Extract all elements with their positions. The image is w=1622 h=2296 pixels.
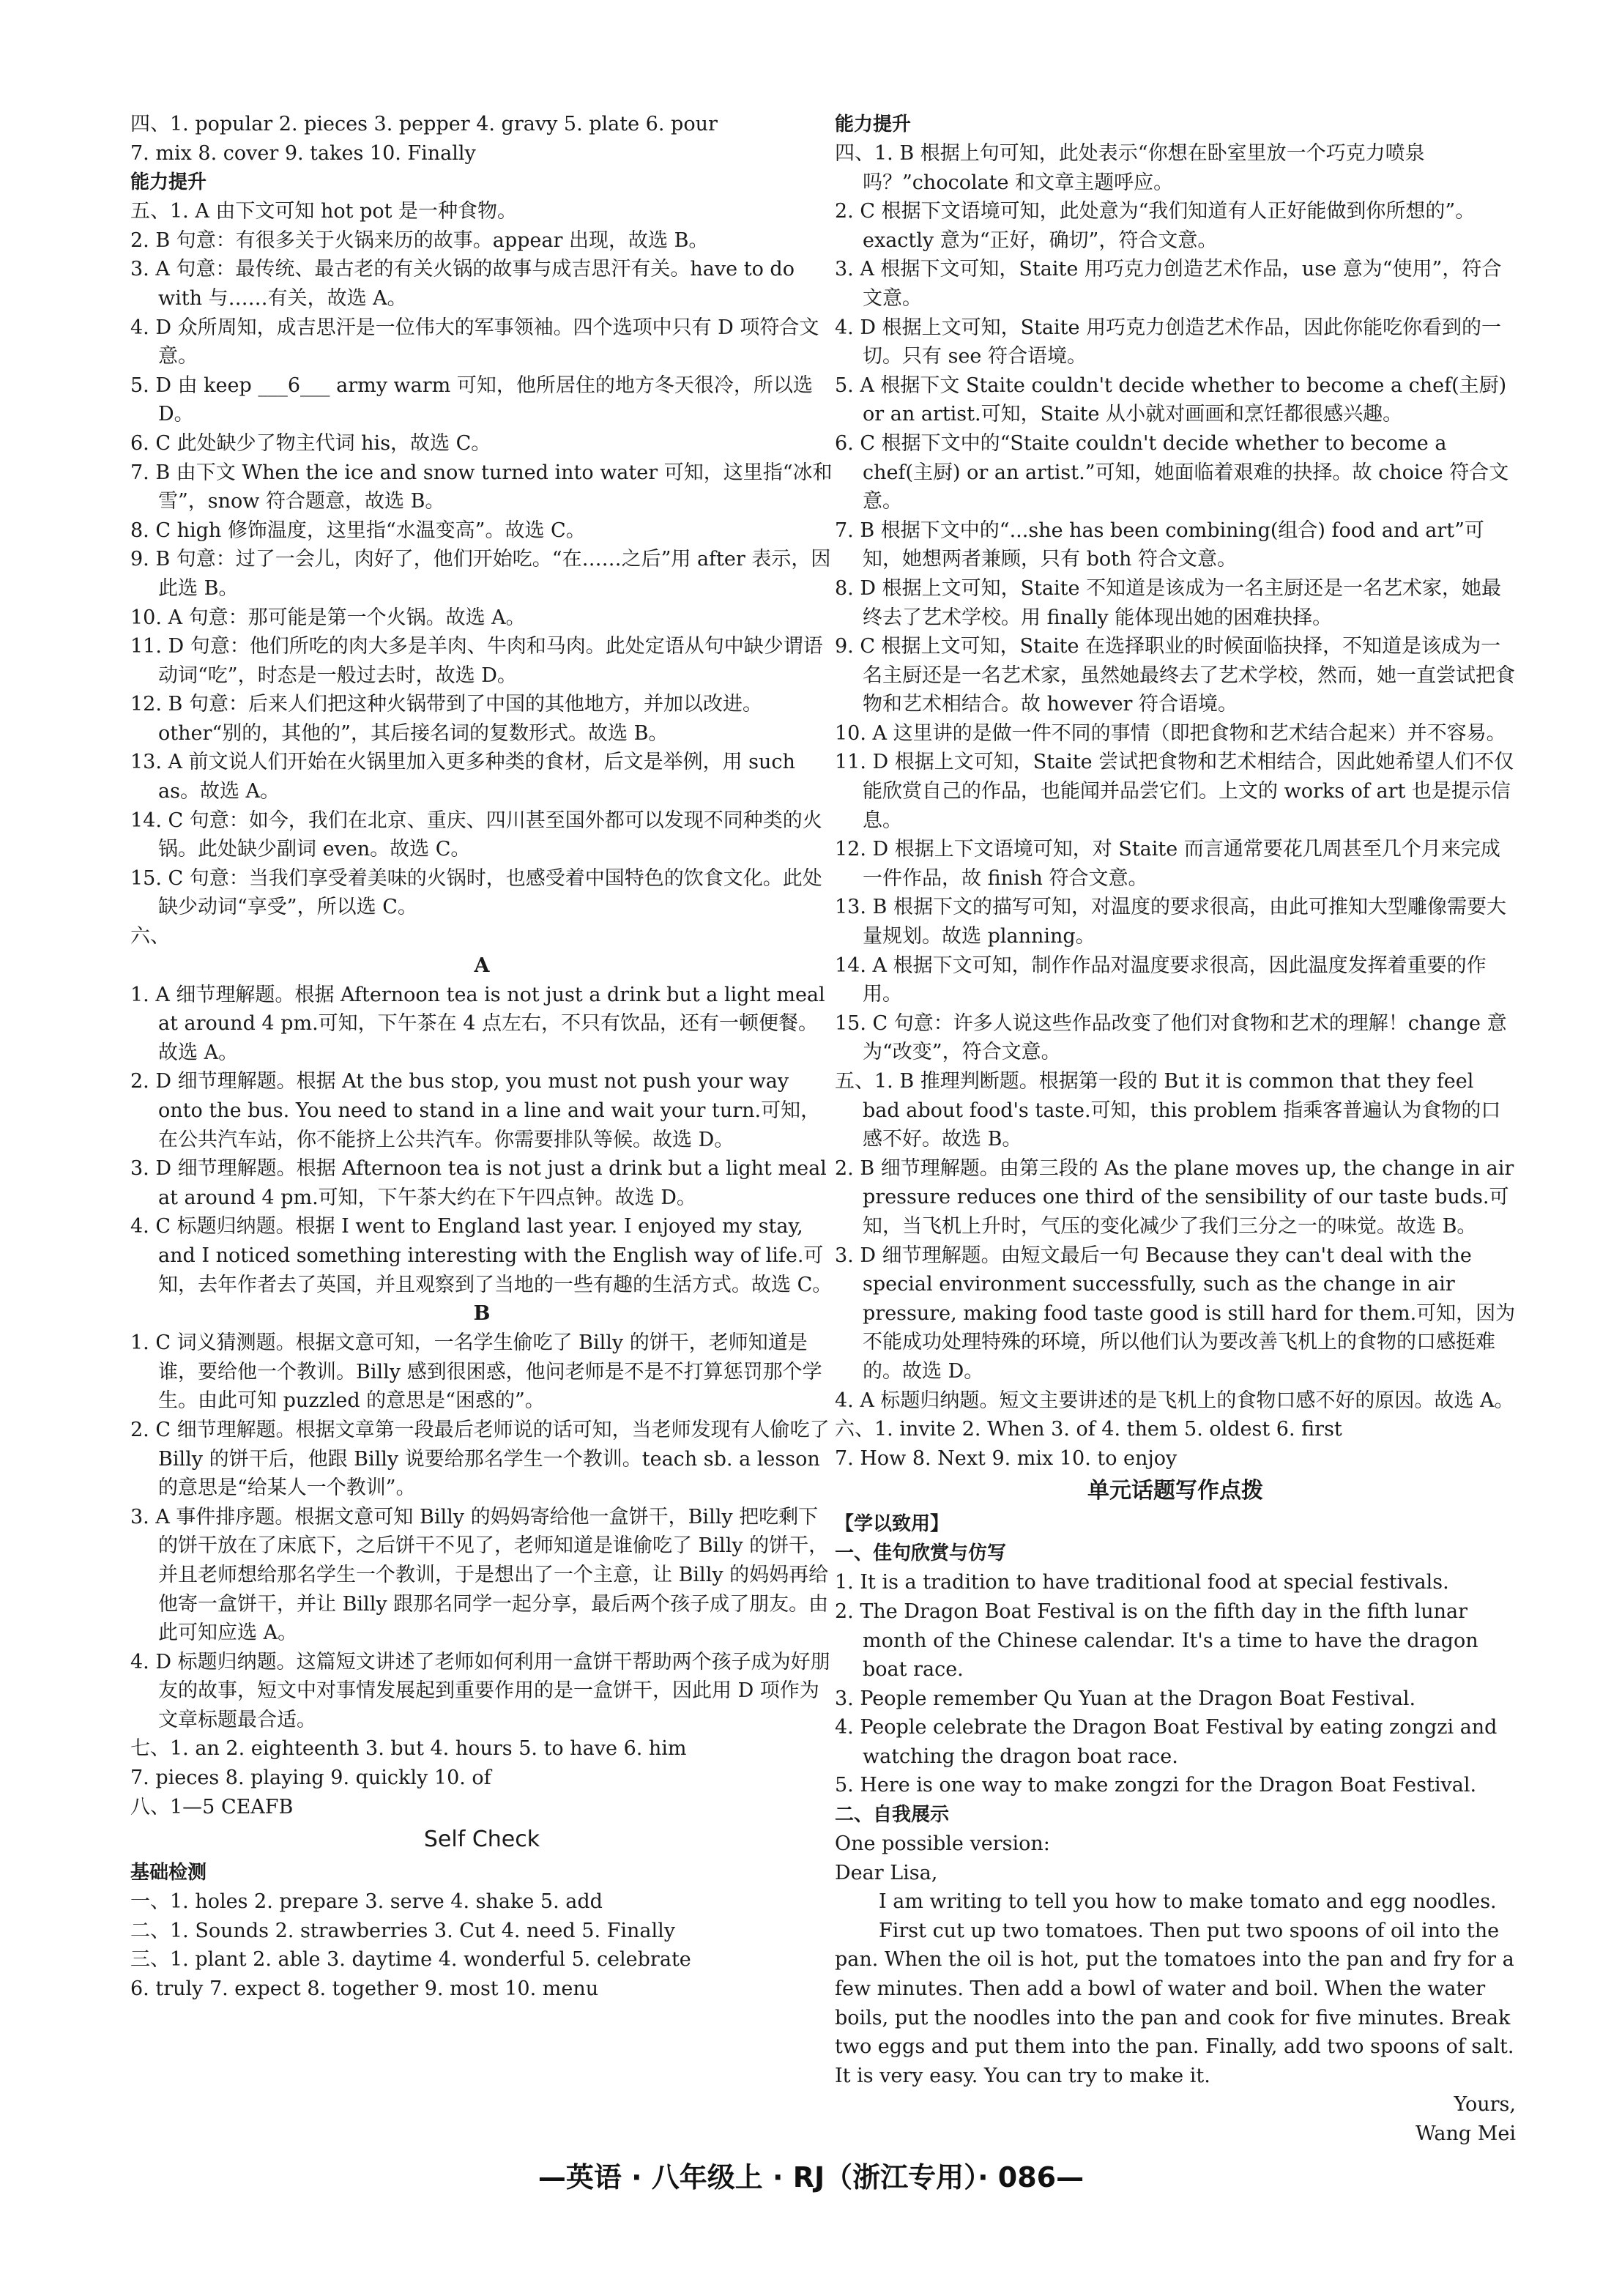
answer-line: 6. truly 7. expect 8. together 9. most 10. menu — [130, 1977, 599, 2001]
section-heading: 能力提升 — [130, 171, 207, 194]
answer-line: 八、1—5 CEAFB — [130, 1795, 294, 1818]
answer-item: 2. C 根据下文语境可知，此处意为“我们知道有人正好能做到你所想的”。exactly 意为“正好，确切”，符合文意。 — [835, 200, 1476, 252]
answer-item: 3. D 细节理解题。根据 Afternoon tea is not just a drink but a light meal at around 4 pm.可知，下午茶大约在下午四点钟。故选 D。 — [130, 1157, 827, 1209]
section-title: 单元话题写作点拨 — [1087, 1478, 1263, 1504]
answer-line: 二、1. Sounds 2. strawberries 3. Cut 4. need 5. Finally — [130, 1919, 675, 1942]
answer-line: 六、 — [130, 925, 170, 948]
answer-line: Dear Lisa, — [835, 1861, 938, 1884]
letter-signoff: Wang Mei — [1415, 2122, 1516, 2145]
answer-item: 14. A 根据下文可知，制作作品对温度要求很高，因此温度发挥着重要的作用。 — [835, 954, 1487, 1006]
answer-item: 11. D 句意：他们所吃的肉大多是羊肉、牛肉和马肉。此处定语从句中缺少谓语动词“吃”，时态是一般过去时，故选 D。 — [130, 635, 823, 687]
answer-item: 5. D 由 keep ___6___ army warm 可知，他所居住的地方冬天很冷，所以选 D。 — [130, 374, 813, 426]
passage-label: A — [474, 954, 490, 977]
answer-item: 6. C 根据下文中的“Staite couldn't decide whether to become a chef(主厨) or an artist.”可知，她面临着艰难的抉择。故 choice 符合文意。 — [835, 431, 1509, 513]
answer-line: 7. How 8. Next 9. mix 10. to enjoy — [835, 1446, 1178, 1470]
answer-item: 2. The Dragon Boat Festival is on the fifth day in the fifth lunar month of the Chinese calendar. It's a time to have the dragon boat race. — [835, 1600, 1478, 1682]
answer-item: 11. D 根据上文可知，Staite 尝试把食物和艺术相结合，因此她希望人们不仅能欣赏自己的作品，也能闻并品尝它们。上文的 works of art 也是提示信息。 — [835, 751, 1514, 832]
answer-line: 7. mix 8. cover 9. takes 10. Finally — [130, 141, 476, 165]
answer-item: 14. C 句意：如今，我们在北京、重庆、四川甚至国外都可以发现不同种类的火锅。此处缺少副词 even。故选 C。 — [130, 809, 822, 861]
answer-line: 7. pieces 8. playing 9. quickly 10. of — [130, 1766, 491, 1790]
answer-item: 五、1. B 推理判断题。根据第一段的 But it is common that they feel bad about food's taste.可知，this problem 指乘客普遍认为食物的口感不好。故选 B。 — [835, 1070, 1501, 1151]
answer-item: 10. A 句意：那可能是第一个火锅。故选 A。 — [130, 606, 526, 629]
answer-item: 2. D 细节理解题。根据 At the bus stop, you must not push your way onto the bus. You need to stand in a line and wait your turn.可知，在公共汽车站，你不能挤上公共汽车。你需要排队等候。故选 D。 — [130, 1070, 821, 1151]
answer-item: 1. It is a tradition to have traditional food at special festivals. — [835, 1571, 1449, 1594]
answer-item: 3. A 根据下文可知，Staite 用巧克力创造艺术作品，use 意为“使用”，符合文意。 — [835, 258, 1502, 310]
answer-item: 3. A 事件排序题。根据文意可知 Billy 的妈妈寄给他一盒饼干，Billy 把吃剩下的饼干放在了床底下，之后饼干不见了，老师知道是谁偷吃了 Billy 的饼干，并且老师想给那名学生一个教训，于是想出了一个主意，让 Billy 的妈妈再给他寄一盒饼干，并让 Billy 跟那名同学一起分享，最后两个孩子成了朋友。由此可知应选 A。 — [130, 1505, 829, 1645]
answer-item: 12. B 句意：后来人们把这种火锅带到了中国的其他地方，并加以改进。other“别的，其他的”，其后接名词的复数形式。故选 B。 — [130, 693, 762, 745]
answer-item: 9. C 根据上文可知，Staite 在选择职业的时候面临抉择，不知道是该成为一名主厨还是一名艺术家，虽然她最终去了艺术学校，然而，她一直尝试把食物和艺术相结合。故 however 符合语境。 — [835, 635, 1515, 716]
section-heading: 能力提升 — [835, 114, 912, 135]
left-column — [130, 110, 833, 2131]
answer-item: 10. A 这里讲的是做一件不同的事情（即把食物和艺术结合起来）并不容易。 — [835, 721, 1506, 745]
answer-item: 2. B 细节理解题。由第三段的 As the plane moves up, the change in air pressure reduces one third of the sensibility of our taste buds.可知，当飞机上升时，气压的变化减少了我们三分之一的味觉。故选 B。 — [835, 1156, 1514, 1238]
answer-item: 4. C 标题归纳题。根据 I went to England last year. I enjoyed my stay, and I noticed something interesting with the English way of life.可知，去年作者去了英国，并且观察到了当地的一些有趣的生活方式。故选 C。 — [130, 1215, 833, 1296]
letter-signoff: Yours, — [1454, 2093, 1516, 2117]
answer-item: 15. C 句意：许多人说这些作品改变了他们对食物和艺术的理解！change 意为“改变”，符合文意。 — [835, 1011, 1507, 1064]
answer-item: 7. B 根据下文中的“...she has been combining(组合) food and art”可知，她想两者兼顾，只有 both 符合文意。 — [835, 519, 1484, 571]
answer-item: 5. A 根据下文 Staite couldn't decide whether to become a chef(主厨) or an artist.可知，Staite 从小就对画画和烹饪都很感兴趣。 — [835, 374, 1507, 426]
right-column — [835, 110, 1516, 2145]
section-title: Self Check — [423, 1827, 540, 1853]
answer-line: 一、1. holes 2. prepare 3. serve 4. shake 5. add — [130, 1890, 603, 1914]
answer-item: 13. B 根据下文的描写可知，对温度的要求很高，由此可推知大型雕像需要大量规划。故选 planning。 — [835, 896, 1506, 948]
answer-item: 1. C 词义猜测题。根据文意可知，一名学生偷吃了 Billy 的饼干，老师知道是谁，要给他一个教训。Billy 感到很困惑，他问老师是不是不打算惩罚那个学生。由此可知 puzzled 的意思是“困惑的”。 — [130, 1331, 822, 1413]
answer-item: 6. C 此处缺少了物主代词 his，故选 C。 — [130, 431, 491, 455]
answer-item: 9. B 句意：过了一会儿，肉好了，他们开始吃。“在……之后”用 after 表示，因此选 B。 — [130, 548, 831, 600]
answer-item: 8. D 根据上文可知，Staite 不知道是该成为一名主厨还是一名艺术家，她最终去了艺术学校。用 finally 能体现出她的困难抉择。 — [835, 576, 1502, 629]
answer-item: 5. Here is one way to make zongzi for the Dragon Boat Festival. — [835, 1774, 1477, 1797]
answer-item: 12. D 根据上下文语境可知，对 Staite 而言通常要花几周甚至几个月来完成一件作品，故 finish 符合文意。 — [835, 838, 1500, 890]
answer-item: 2. B 句意：有很多关于火锅来历的故事。appear 出现，故选 B。 — [130, 229, 709, 252]
section-heading: 二、自我展示 — [835, 1804, 950, 1827]
answer-line: 三、1. plant 2. able 3. daytime 4. wonderful 5. celebrate — [130, 1948, 691, 1972]
answer-item: 15. C 句意：当我们享受着美味的火锅时，也感受着中国特色的饮食文化。此处缺少动词“享受”，所以选 C。 — [130, 866, 822, 919]
answer-item: 4. D 众所周知，成吉思汗是一位伟大的军事领袖。四个选项中只有 D 项符合文意。 — [130, 316, 819, 368]
answer-line: 七、1. an 2. eighteenth 3. but 4. hours 5. to have 6. him — [130, 1737, 687, 1761]
answer-item: 4. People celebrate the Dragon Boat Festival by eating zongzi and watching the dragon boat race. — [835, 1716, 1498, 1768]
essay-paragraph: I am writing to tell you how to make tomato and egg noodles. — [879, 1890, 1497, 1914]
answer-item: 2. C 细节理解题。根据文章第一段最后老师说的话可知，当老师发现有人偷吃了 Billy 的饼干后，他跟 Billy 说要给那名学生一个教训。teach sb. a lesson 的意思是“给某人一个教训”。 — [130, 1418, 830, 1500]
answer-item: 7. B 由下文 When the ice and snow turned into water 可知，这里指“冰和雪”，snow 符合题意，故选 B。 — [130, 461, 833, 513]
answer-item: 五、1. A 由下文可知 hot pot 是一种食物。 — [130, 200, 518, 223]
answer-item: 4. D 标题归纳题。这篇短文讲述了老师如何利用一盒饼干帮助两个孩子成为好朋友的故事，短文中对事情发展起到重要作用的是一盒饼干，因此用 D 项作为文章标题最合适。 — [130, 1650, 830, 1731]
answer-item: 3. D 细节理解题。由短文最后一句 Because they can't deal with the special environment successfully, such as the change in air pressure, making food taste good is still hard for them.可知，因为不能成功处理特殊的环境，所以他们认为要改善飞机上的食物的口感挺难的。故选 D。 — [835, 1244, 1516, 1383]
section-heading: 【学以致用】 — [835, 1513, 950, 1536]
answer-item: 13. A 前文说人们开始在火锅里加入更多种类的食材，后文是举例，用 such as。故选 A。 — [130, 751, 795, 803]
answer-line: One possible version: — [835, 1832, 1050, 1856]
section-heading: 一、佳句欣赏与仿写 — [835, 1542, 1007, 1565]
answer-item: 8. C high 修饰温度，这里指“水温变高”。故选 C。 — [130, 519, 586, 542]
answer-item: 四、1. B 根据上句可知，此处表示“你想在卧室里放一个巧克力喷泉吗？”chocolate 和文章主题呼应。 — [835, 142, 1425, 194]
passage-label: B — [473, 1302, 491, 1326]
answer-item: 1. A 细节理解题。根据 Afternoon tea is not just a drink but a light meal at around 4 pm.可知，下午茶在 4 点左右，不只有饮品，还有一顿便餐。故选 A。 — [130, 983, 825, 1064]
answer-item: 4. D 根据上文可知，Staite 用巧克力创造艺术作品，因此你能吃你看到的一切。只有 see 符合语境。 — [835, 316, 1502, 368]
answer-line: 四、1. popular 2. pieces 3. pepper 4. gravy 5. plate 6. pour — [130, 113, 718, 135]
page-footer: —英语 · 八年级上 · RJ（浙江专用）· 086— — [537, 2161, 1085, 2193]
answer-line: 六、1. invite 2. When 3. of 4. them 5. oldest 6. first — [835, 1418, 1342, 1441]
section-heading: 基础检测 — [130, 1862, 207, 1884]
answer-item: 3. A 句意：最传统、最古老的有关火锅的故事与成吉思汗有关。have to do with 与……有关，故选 A。 — [130, 258, 795, 310]
essay-paragraph: First cut up two tomatoes. Then put two spoons of oil into the pan. When the oil is hot, put the tomatoes into the pan and fry for a few minutes. Then add a bowl of water and boil. When the water boils, put the noodles into the pan and cook for five minutes. Break two eggs and put them into the pan. Finally, add two spoons of salt. It is very easy. You can try to make it. — [835, 1919, 1514, 2087]
answer-item: 3. People remember Qu Yuan at the Dragon Boat Festival. — [835, 1687, 1416, 1710]
answer-item: 4. A 标题归纳题。短文主要讲述的是飞机上的食物口感不好的原因。故选 A。 — [835, 1389, 1514, 1412]
